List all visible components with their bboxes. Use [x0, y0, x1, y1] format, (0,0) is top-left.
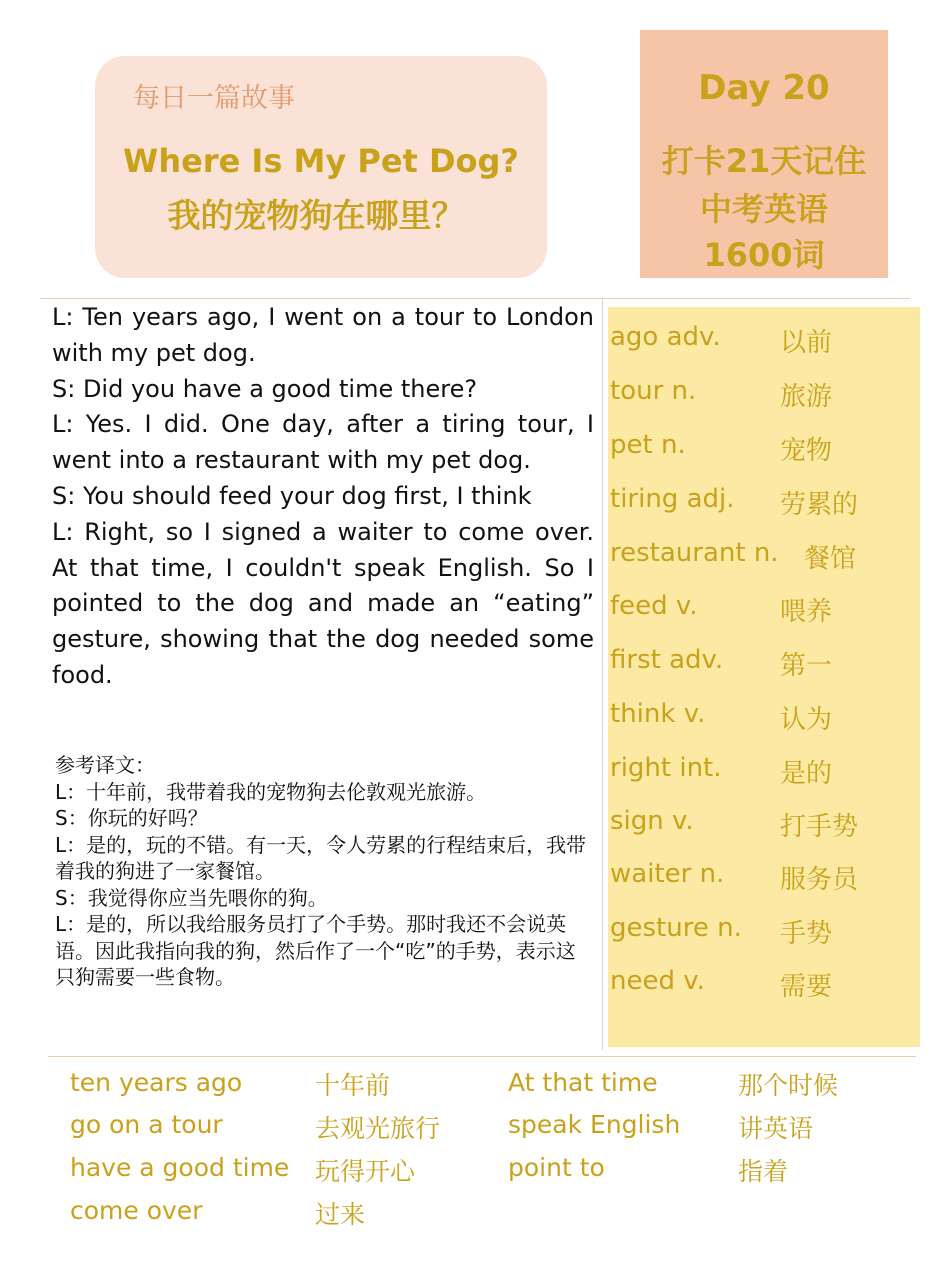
translation-line: S：你玩的好吗？ — [55, 806, 208, 830]
vocab-word: think v. — [610, 699, 706, 729]
vocab-item — [610, 528, 920, 578]
vocab-item — [610, 635, 920, 685]
vocab-meaning: 第一 — [780, 651, 833, 681]
day-label: Day 20 — [698, 68, 830, 108]
phrase-zh: 那个时候 — [738, 1071, 839, 1100]
vocab-meaning: 是的 — [780, 759, 833, 789]
story-paragraph: S: Did you have a good time there? — [52, 374, 478, 403]
vocab-meaning: 宠物 — [780, 436, 833, 466]
vocab-word: ago adv. — [610, 322, 721, 352]
vocab-meaning: 打手势 — [780, 812, 859, 842]
phrase-zh: 十年前 — [315, 1071, 391, 1100]
bottom-divider — [48, 1056, 916, 1057]
phrase-en: ten years ago — [70, 1068, 243, 1097]
story-title-zh: 我的宠物狗在哪里？ — [167, 196, 465, 235]
phrase-en: have a good time — [70, 1153, 290, 1182]
vocab-word: feed v. — [610, 591, 698, 621]
translation-block — [55, 752, 595, 991]
phrase-en: point to — [508, 1153, 605, 1182]
column-divider — [602, 298, 603, 1050]
vocab-item — [610, 366, 920, 416]
vocab-meaning: 喂养 — [780, 597, 833, 627]
vocab-item — [610, 849, 920, 899]
story-paragraph: L: Right, so I signed a waiter to come over. At that time, I couldn't speak English. So I pointed to the dog and made an “eating” gesture, showing that the dog needed some food. — [52, 517, 594, 689]
story-paragraph: L: Yes. I did. One day, after a tiring tour, I went into a restaurant with my pet dog. — [52, 410, 594, 475]
vocab-meaning: 需要 — [780, 972, 833, 1002]
phrase-zh: 去观光旅行 — [315, 1114, 441, 1143]
vocab-meaning: 旅游 — [780, 382, 833, 412]
phrase-en: At that time — [508, 1068, 658, 1097]
translation-label: 参考译文： — [55, 753, 155, 777]
vocab-item — [610, 420, 920, 470]
vocab-meaning: 手势 — [780, 919, 833, 949]
phrase-en: speak English — [508, 1110, 681, 1139]
vocab-item — [610, 689, 920, 739]
phrase-zh: 过来 — [315, 1200, 366, 1229]
vocab-item — [610, 474, 920, 524]
translation-line: L：是的，所以我给服务员打了个手势。那时我还不会说英语。因此我指向我的狗，然后作了一个“吃”的手势，表示这只狗需要一些食物。 — [55, 912, 576, 989]
vocab-meaning: 服务员 — [780, 865, 859, 895]
vocab-word: pet n. — [610, 430, 686, 460]
story-title-en: Where Is My Pet Dog? — [123, 142, 519, 180]
day-card-line3: 1600词 — [703, 236, 825, 274]
vocab-word: waiter n. — [610, 859, 725, 889]
phrase-zh: 指着 — [738, 1157, 789, 1186]
phrase-zh: 玩得开心 — [315, 1157, 416, 1186]
translation-line: S：我觉得你应当先喂你的狗。 — [55, 885, 328, 910]
story-text — [52, 300, 594, 694]
vocab-meaning: 劳累的 — [780, 490, 859, 520]
vocab-item — [610, 581, 920, 631]
series-label: 每日一篇故事 — [133, 83, 295, 114]
story-paragraph: S: You should feed your dog first, I think — [52, 481, 532, 510]
story-paragraph: L: Ten years ago, I went on a tour to London with my pet dog. — [52, 303, 594, 367]
translation-line: L：是的，玩的不错。有一天，令人劳累的行程结束后，我带着我的狗进了一家餐馆。 — [55, 832, 587, 883]
vocab-word: tiring adj. — [610, 484, 735, 514]
phrase-en: come over — [70, 1196, 203, 1225]
vocab-word: tour n. — [610, 376, 697, 406]
vocab-word: sign v. — [610, 806, 694, 836]
vocab-word: restaurant n. — [610, 538, 779, 568]
vocab-item — [610, 903, 920, 953]
day-card-line2: 中考英语 — [699, 190, 828, 228]
vocab-word: right int. — [610, 753, 722, 783]
vocab-item — [610, 743, 920, 793]
top-divider — [40, 298, 910, 299]
vocab-meaning: 餐馆 — [804, 544, 857, 574]
vocab-meaning: 认为 — [780, 705, 833, 735]
vocab-item — [610, 312, 920, 362]
title-card — [95, 56, 547, 278]
vocab-meaning: 以前 — [780, 328, 833, 358]
vocab-item — [610, 796, 920, 846]
vocab-word: need v. — [610, 966, 705, 996]
vocab-item — [610, 956, 920, 1006]
day-card — [640, 30, 888, 278]
phrase-en: go on a tour — [70, 1110, 223, 1139]
vocab-word: gesture n. — [610, 913, 742, 943]
day-card-line1: 打卡21天记住 — [661, 142, 867, 180]
vocab-word: first adv. — [610, 645, 724, 675]
phrase-zh: 讲英语 — [738, 1114, 814, 1143]
translation-line: L：十年前，我带着我的宠物狗去伦敦观光旅游。 — [55, 779, 487, 804]
